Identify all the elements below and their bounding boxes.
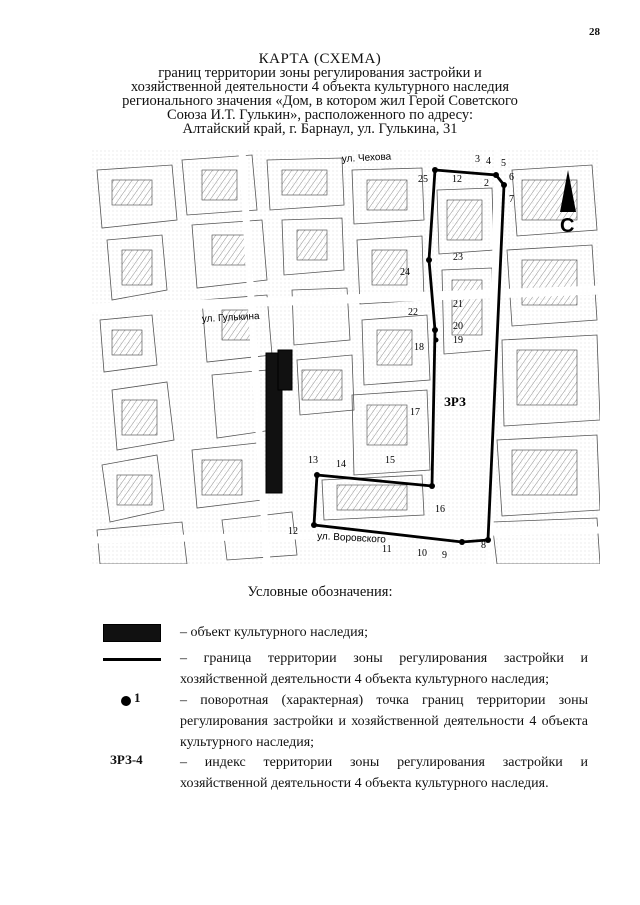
title-line-4: регионального значения «Дом, в котором жил Герой Советского [122,93,518,109]
cadastral-map [92,150,600,564]
point-label: 17 [410,407,420,418]
title-line-1: КАРТА (СХЕМА) [258,51,382,67]
title-line-5: Союза И.Т. Гулькин», расположенного по адресу: [166,107,474,123]
point-label: 10 [417,548,427,559]
title-line-6: Алтайский край, г. Барнаул, ул. Гулькина, 31 [182,121,458,137]
point-label: 3 [475,154,480,165]
point-label: 15 [385,455,395,466]
legend-text: – индекс территории зоны регулирования застройки и хозяйственной деятельности 4 объекта культурного наследия. [180,755,588,791]
point-label: 8 [481,540,486,551]
point-label: 22 [408,307,418,318]
point-label: 12 [288,526,298,537]
heritage-object-wing [278,350,292,390]
point-label: 25 [418,174,428,185]
street-label-vorovskogo: ул. Воровского [316,531,387,546]
boundary-line-swatch [103,658,161,661]
point-label: 21 [453,299,463,310]
point-label: 24 [400,267,410,278]
zone-index-label: ЗРЗ [444,394,466,409]
map-title [90,52,550,136]
legend-text: – объект культурного наследия; [180,625,368,640]
heritage-object-swatch [103,624,161,642]
point-dot-label: 1 [134,690,141,705]
point-label: 2 [484,178,489,189]
point-label: 19 [453,335,463,346]
point-label: 20 [453,321,463,332]
point-label: 23 [453,252,463,263]
point-dot-icon [121,696,131,706]
legend-title: Условные обозначения: [247,584,393,600]
title-line-3: хозяйственной деятельности 4 объекта культурного наследия [130,79,510,95]
point-label: 4 [486,156,491,167]
title-line-2: границ территории зоны регулирования застройки и [158,65,482,81]
legend-text: – поворотная (характерная) точка границ территории зоны регулирования застройки и хозяйственной деятельности 4 объекта культурного наследия; [180,693,588,750]
point-label: 6 [509,172,514,183]
street-label-gulkina: ул. Гулькина [201,310,260,325]
point-label: 18 [414,342,424,353]
point-label: 5 [501,158,506,169]
zone-index-symbol: ЗРЗ-4 [110,752,143,767]
legend-text: – граница территории зоны регулирования застройки и хозяйственной деятельности 4 объекта культурного наследия; [180,651,588,687]
point-label: 7 [509,194,514,205]
point-label: 16 [435,504,445,515]
point-label: 11 [382,544,392,555]
page-number: 28 [589,26,600,38]
north-label: С [560,215,575,237]
point-label: 13 [308,455,318,466]
street-label-chekhova: ул. Чехова [341,151,392,165]
point-label: 12 [452,174,462,185]
point-label: 14 [336,459,346,470]
point-label: 9 [442,550,447,561]
